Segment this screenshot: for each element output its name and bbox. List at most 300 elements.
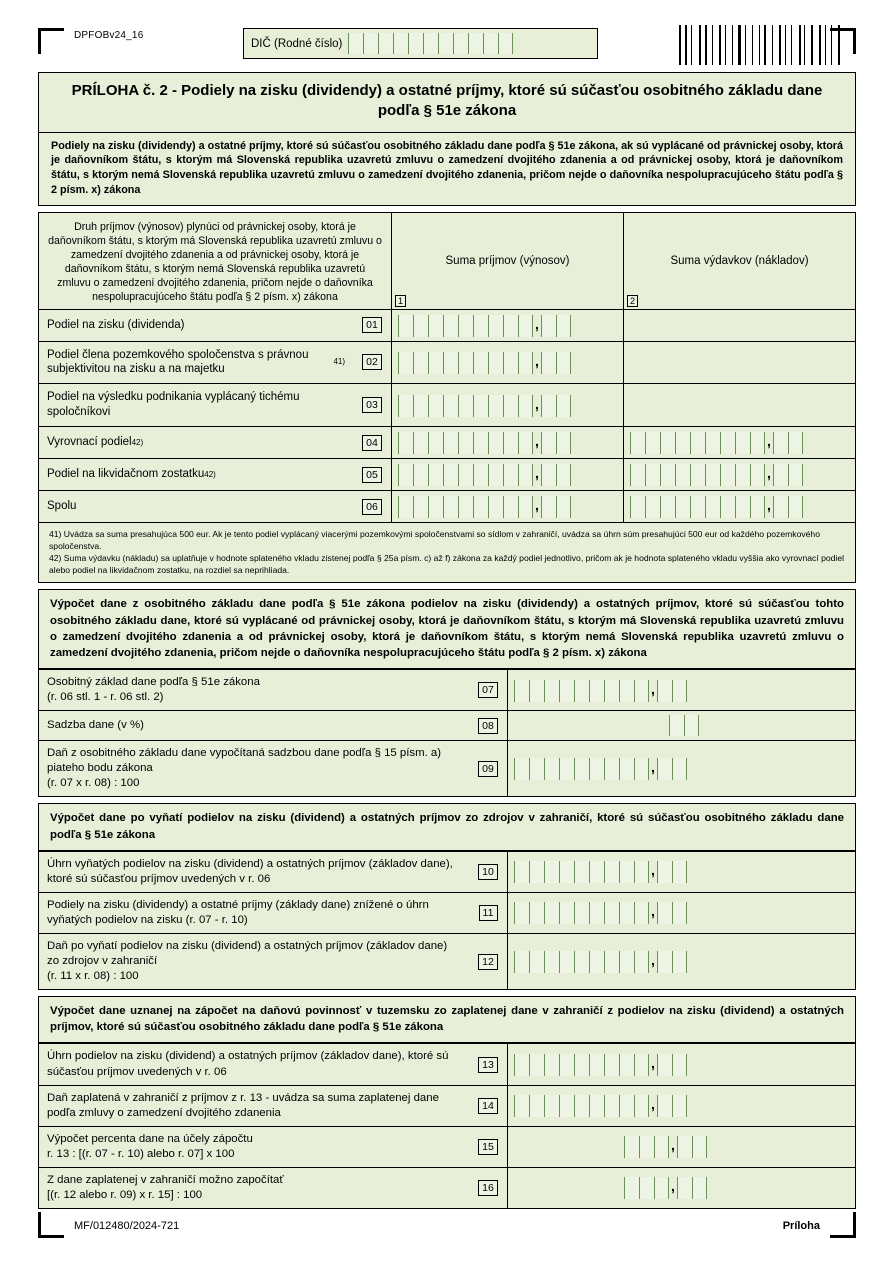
- percent-integer-cells[interactable]: [624, 1177, 669, 1198]
- input-cell[interactable]: [619, 680, 634, 702]
- input-cell[interactable]: [398, 464, 413, 486]
- input-cell[interactable]: [705, 432, 720, 454]
- row-label: Podiel na zisku (dividenda): [47, 318, 185, 331]
- input-cell[interactable]: [750, 432, 765, 454]
- value-field[interactable]: [507, 893, 855, 933]
- decimal-separator: ,: [671, 1137, 675, 1154]
- input-cell[interactable]: [634, 1095, 649, 1117]
- input-cell[interactable]: [619, 1054, 634, 1076]
- input-cell[interactable]: [654, 1136, 669, 1158]
- input-cell[interactable]: [488, 464, 503, 486]
- income-column-label: Suma príjmov (výnosov): [445, 254, 570, 267]
- decimal-separator: ,: [651, 759, 655, 776]
- input-cell[interactable]: [672, 758, 687, 780]
- input-cell[interactable]: [657, 861, 672, 883]
- input-cell[interactable]: [720, 464, 735, 486]
- input-cell[interactable]: [645, 464, 660, 486]
- input-cell[interactable]: [634, 951, 649, 973]
- value-field[interactable]: [507, 1086, 855, 1126]
- dic-cell[interactable]: [438, 33, 453, 54]
- value-integer-cells[interactable]: [514, 680, 649, 701]
- input-cell[interactable]: [514, 951, 529, 973]
- row-number-cell: [353, 491, 391, 522]
- input-cell[interactable]: [428, 395, 443, 417]
- input-cell[interactable]: [705, 464, 720, 486]
- value-integer-cells[interactable]: [514, 1095, 649, 1116]
- input-cell[interactable]: [720, 496, 735, 518]
- input-cell[interactable]: [458, 395, 473, 417]
- rate-cells[interactable]: [669, 715, 699, 736]
- value-decimal-cells[interactable]: [657, 1095, 687, 1116]
- column-number-1: 1: [395, 295, 406, 307]
- input-cell[interactable]: [559, 680, 574, 702]
- income-decimal-cells[interactable]: [541, 395, 571, 416]
- input-cell[interactable]: [518, 315, 533, 337]
- value-decimal-cells[interactable]: [657, 1054, 687, 1075]
- decimal-separator: ,: [671, 1178, 675, 1195]
- income-integer-cells[interactable]: [398, 464, 533, 485]
- input-cell[interactable]: [657, 758, 672, 780]
- value-decimal-cells[interactable]: [657, 902, 687, 923]
- input-cell[interactable]: [529, 951, 544, 973]
- input-cell[interactable]: [574, 1054, 589, 1076]
- input-cell[interactable]: [634, 1054, 649, 1076]
- input-cell[interactable]: [443, 395, 458, 417]
- input-cell[interactable]: [735, 496, 750, 518]
- row-label: Podiely na zisku (dividendy) a ostatné príjmy (základy dane) znížené o úhrn vyňatých podielov na zisku (r. 07 - r. 10): [47, 898, 429, 926]
- percent-decimal-cells[interactable]: [677, 1136, 707, 1157]
- input-cell[interactable]: [413, 352, 428, 374]
- input-cell[interactable]: [514, 861, 529, 883]
- input-cell[interactable]: [443, 464, 458, 486]
- value-integer-cells[interactable]: [514, 951, 649, 972]
- row-label: Daň po vyňatí podielov na zisku (dividend) a ostatných príjmov (základov dane) zo zdrojov v zahraničí (r. 11 x r. 08) : 100: [47, 939, 448, 983]
- input-cell[interactable]: [574, 758, 589, 780]
- input-cell[interactable]: [657, 1095, 672, 1117]
- income-integer-cells[interactable]: [398, 352, 533, 373]
- input-cell[interactable]: [559, 861, 574, 883]
- input-cell[interactable]: [443, 315, 458, 337]
- expense-decimal-cells[interactable]: [773, 432, 803, 453]
- input-cell[interactable]: [604, 861, 619, 883]
- input-cell[interactable]: [773, 432, 788, 454]
- row-number-cell: [469, 934, 507, 989]
- input-cell[interactable]: [619, 951, 634, 973]
- input-cell[interactable]: [645, 496, 660, 518]
- input-cell[interactable]: [589, 1095, 604, 1117]
- decimal-separator: ,: [535, 465, 539, 482]
- income-amount-field[interactable]: [391, 384, 623, 426]
- input-cell[interactable]: [657, 951, 672, 973]
- input-cell[interactable]: [458, 315, 473, 337]
- input-cell[interactable]: [503, 496, 518, 518]
- dic-input-cells[interactable]: [348, 33, 513, 54]
- input-cell[interactable]: [604, 1054, 619, 1076]
- input-cell[interactable]: [559, 902, 574, 924]
- row-number-cell: [353, 427, 391, 458]
- footnote-42: 42) Suma výdavku (nákladu) sa uplatňuje v hodnote splateného vkladu zistenej podľa § 25a písm. c) až f) zákona za každý podiel jednotlivo, pričom ak je hodnota splateného vkladu vyššia ako vyrovnací podiel alebo podiel na likvidačnom zostatku, na rozdiel sa neprihliada.: [49, 553, 845, 576]
- percent-decimal-cells[interactable]: [677, 1177, 707, 1198]
- dic-cell[interactable]: [393, 33, 408, 54]
- input-cell[interactable]: [690, 464, 705, 486]
- percent-integer-cells[interactable]: [624, 1136, 669, 1157]
- input-cell[interactable]: [675, 496, 690, 518]
- row-label: Daň zaplatená v zahraničí z príjmov z r. 13 - uvádza sa suma zaplatenej dane podľa zmluvy o zamedzení dvojitého zdanenia: [47, 1091, 439, 1119]
- input-cell[interactable]: [589, 758, 604, 780]
- row-number-cell: [469, 1168, 507, 1208]
- expense-decimal-cells[interactable]: [773, 496, 803, 517]
- input-cell[interactable]: [619, 861, 634, 883]
- input-cell[interactable]: [503, 395, 518, 417]
- input-cell[interactable]: [544, 1054, 559, 1076]
- value-integer-cells[interactable]: [514, 861, 649, 882]
- input-cell[interactable]: [518, 464, 533, 486]
- input-cell[interactable]: [514, 680, 529, 702]
- input-cell[interactable]: [518, 395, 533, 417]
- input-cell[interactable]: [619, 758, 634, 780]
- input-cell[interactable]: [544, 951, 559, 973]
- input-cell[interactable]: [473, 464, 488, 486]
- input-cell[interactable]: [529, 861, 544, 883]
- input-cell[interactable]: [514, 1054, 529, 1076]
- input-cell[interactable]: [788, 432, 803, 454]
- row-label: Úhrn podielov na zisku (dividend) a ostatných príjmov (základov dane), ktoré sú súčasťou príjmov uvedených v r. 06: [47, 1050, 449, 1078]
- value-field[interactable]: [507, 1127, 855, 1167]
- input-cell[interactable]: [398, 496, 413, 518]
- barcode: [679, 25, 844, 65]
- input-cell[interactable]: [428, 432, 443, 454]
- expense-integer-cells[interactable]: [630, 432, 765, 453]
- input-cell[interactable]: [559, 1054, 574, 1076]
- input-cell[interactable]: [458, 496, 473, 518]
- input-cell[interactable]: [675, 432, 690, 454]
- input-cell[interactable]: [634, 861, 649, 883]
- input-cell[interactable]: [750, 464, 765, 486]
- input-cell[interactable]: [413, 395, 428, 417]
- expense-amount-field[interactable]: [623, 459, 855, 490]
- input-cell[interactable]: [639, 1177, 654, 1199]
- income-decimal-cells[interactable]: [541, 464, 571, 485]
- input-cell[interactable]: [589, 680, 604, 702]
- expense-decimal-cells[interactable]: [773, 464, 803, 485]
- input-cell[interactable]: [630, 432, 645, 454]
- input-cell[interactable]: [589, 902, 604, 924]
- input-cell[interactable]: [428, 352, 443, 374]
- row-label: Z dane zaplatenej v zahraničí možno započítať [(r. 12 alebo r. 09) x r. 15] : 100: [47, 1173, 284, 1201]
- input-cell[interactable]: [660, 432, 675, 454]
- input-cell[interactable]: [639, 1136, 654, 1158]
- input-cell[interactable]: [624, 1177, 639, 1199]
- input-cell[interactable]: [541, 464, 556, 486]
- input-cell[interactable]: [473, 395, 488, 417]
- input-cell[interactable]: [398, 395, 413, 417]
- row-label: Daň z osobitného základu dane vypočítaná sadzbou dane podľa § 15 písm. a) piateho bodu zákona (r. 07 x r. 08) : 100: [47, 747, 442, 790]
- input-cell[interactable]: [556, 432, 571, 454]
- input-cell[interactable]: [660, 464, 675, 486]
- input-cell[interactable]: [630, 464, 645, 486]
- input-cell[interactable]: [634, 758, 649, 780]
- expense-amount-field[interactable]: [623, 491, 855, 522]
- input-cell[interactable]: [672, 951, 687, 973]
- input-cell[interactable]: [604, 680, 619, 702]
- input-cell[interactable]: [529, 1095, 544, 1117]
- row-number-cell: [469, 711, 507, 740]
- input-cell[interactable]: [518, 352, 533, 374]
- row-number-09: 09: [478, 761, 498, 777]
- income-integer-cells[interactable]: [398, 395, 533, 416]
- input-cell[interactable]: [529, 1054, 544, 1076]
- input-cell[interactable]: [556, 464, 571, 486]
- input-cell[interactable]: [556, 395, 571, 417]
- input-cell[interactable]: [398, 432, 413, 454]
- input-cell[interactable]: [443, 496, 458, 518]
- input-cell[interactable]: [544, 1095, 559, 1117]
- input-cell[interactable]: [398, 315, 413, 337]
- input-cell[interactable]: [574, 680, 589, 702]
- input-cell[interactable]: [773, 496, 788, 518]
- input-cell[interactable]: [544, 861, 559, 883]
- input-cell[interactable]: [677, 1136, 692, 1158]
- income-integer-cells[interactable]: [398, 432, 533, 453]
- input-cell[interactable]: [473, 315, 488, 337]
- dic-cell[interactable]: [453, 33, 468, 54]
- input-cell[interactable]: [773, 464, 788, 486]
- input-cell[interactable]: [619, 902, 634, 924]
- input-cell[interactable]: [556, 496, 571, 518]
- income-integer-cells[interactable]: [398, 496, 533, 517]
- column-number-2: 2: [627, 295, 638, 307]
- input-cell[interactable]: [541, 395, 556, 417]
- dic-cell[interactable]: [408, 33, 423, 54]
- input-cell[interactable]: [672, 1054, 687, 1076]
- section-exemption: [38, 803, 856, 990]
- decimal-separator: ,: [651, 952, 655, 969]
- input-cell[interactable]: [589, 861, 604, 883]
- input-cell[interactable]: [657, 1054, 672, 1076]
- input-cell[interactable]: [669, 715, 684, 736]
- input-cell[interactable]: [589, 951, 604, 973]
- input-cell[interactable]: [529, 680, 544, 702]
- input-cell[interactable]: [589, 1054, 604, 1076]
- input-cell[interactable]: [720, 432, 735, 454]
- value-decimal-cells[interactable]: [657, 951, 687, 972]
- input-cell[interactable]: [443, 432, 458, 454]
- input-cell[interactable]: [604, 902, 619, 924]
- input-cell[interactable]: [488, 352, 503, 374]
- input-cell[interactable]: [604, 758, 619, 780]
- input-cell[interactable]: [735, 432, 750, 454]
- input-cell[interactable]: [657, 902, 672, 924]
- input-cell[interactable]: [705, 496, 720, 518]
- expense-integer-cells[interactable]: [630, 464, 765, 485]
- input-cell[interactable]: [458, 432, 473, 454]
- table-row: [39, 490, 855, 522]
- input-cell[interactable]: [630, 496, 645, 518]
- dic-cell[interactable]: [498, 33, 513, 54]
- input-cell[interactable]: [657, 680, 672, 702]
- input-cell[interactable]: [541, 315, 556, 337]
- income-decimal-cells[interactable]: [541, 496, 571, 517]
- input-cell[interactable]: [735, 464, 750, 486]
- input-cell[interactable]: [619, 1095, 634, 1117]
- input-cell[interactable]: [518, 432, 533, 454]
- income-amount-field[interactable]: [391, 491, 623, 522]
- page-title: PRÍLOHA č. 2 - Podiely na zisku (dividendy) a ostatné príjmy, ktoré sú súčasťou osobitného základu dane podľa § 51e zákona: [38, 72, 856, 133]
- section-exemption-heading: Výpočet dane po vyňatí podielov na zisku (dividend) a ostatných príjmov zo zdrojov v zahraničí, ktoré sú súčasťou osobitného základu dane podľa § 51e zákona: [39, 804, 855, 850]
- value-decimal-cells[interactable]: [657, 758, 687, 779]
- dic-cell[interactable]: [363, 33, 378, 54]
- input-cell[interactable]: [750, 496, 765, 518]
- input-cell[interactable]: [645, 432, 660, 454]
- input-cell[interactable]: [690, 496, 705, 518]
- input-cell[interactable]: [788, 496, 803, 518]
- dic-cell[interactable]: [483, 33, 498, 54]
- input-cell[interactable]: [503, 464, 518, 486]
- input-cell[interactable]: [488, 432, 503, 454]
- input-cell[interactable]: [458, 464, 473, 486]
- input-cell[interactable]: [574, 861, 589, 883]
- row-number-16: 16: [478, 1180, 498, 1196]
- input-cell[interactable]: [529, 902, 544, 924]
- decimal-separator: ,: [651, 1055, 655, 1072]
- dic-cell[interactable]: [348, 33, 363, 54]
- input-cell[interactable]: [514, 1095, 529, 1117]
- input-cell[interactable]: [413, 496, 428, 518]
- input-cell[interactable]: [692, 1136, 707, 1158]
- input-cell[interactable]: [690, 432, 705, 454]
- input-cell[interactable]: [541, 432, 556, 454]
- input-cell[interactable]: [556, 315, 571, 337]
- value-field[interactable]: [507, 741, 855, 796]
- input-cell[interactable]: [503, 352, 518, 374]
- input-cell[interactable]: [634, 902, 649, 924]
- input-cell[interactable]: [675, 464, 690, 486]
- input-cell[interactable]: [692, 1177, 707, 1199]
- form-row: [39, 710, 855, 740]
- income-decimal-cells[interactable]: [541, 315, 571, 336]
- input-cell[interactable]: [413, 464, 428, 486]
- input-cell[interactable]: [559, 951, 574, 973]
- input-cell[interactable]: [672, 861, 687, 883]
- form-row: [39, 669, 855, 710]
- input-cell[interactable]: [503, 315, 518, 337]
- income-amount-field[interactable]: [391, 459, 623, 490]
- value-integer-cells[interactable]: [514, 1054, 649, 1075]
- input-cell[interactable]: [541, 496, 556, 518]
- input-cell[interactable]: [544, 902, 559, 924]
- section-tax-calculation-heading: Výpočet dane z osobitného základu dane podľa § 51e zákona podielov na zisku (dividendy) a ostatných príjmov, ktoré sú súčasťou tohto osobitného základu dane, ktoré sú vyplácané od právnickej osoby, ktorá je daňovníkom štátu, s ktorým má Slovenská republika uzavretú zmluvu o zamedzení dvojitého zdanenia a od právnickej osoby, ktorá je daňovníkom štátu, s ktorým nemá Slovenská republika uzavretú zmluvu o zamedzení dvojitého zdanenia, pričom nejde o daňovníka nespolupracujúceho štátu podľa § 2 písm. x) zákona: [39, 590, 855, 669]
- input-cell[interactable]: [624, 1136, 639, 1158]
- value-integer-cells[interactable]: [514, 902, 649, 923]
- decimal-separator: ,: [651, 862, 655, 879]
- input-cell[interactable]: [672, 1095, 687, 1117]
- decimal-separator: ,: [535, 315, 539, 332]
- value-field[interactable]: [507, 1044, 855, 1084]
- input-cell[interactable]: [672, 680, 687, 702]
- input-cell[interactable]: [684, 715, 699, 736]
- input-cell[interactable]: [473, 352, 488, 374]
- row-label: Podiel na výsledku podnikania vyplácaný tichému spoločníkovi: [47, 391, 300, 419]
- input-cell[interactable]: [654, 1177, 669, 1199]
- input-cell[interactable]: [574, 951, 589, 973]
- input-cell[interactable]: [428, 464, 443, 486]
- row-label: Sadzba dane (v %): [47, 719, 144, 732]
- input-cell[interactable]: [529, 758, 544, 780]
- income-decimal-cells[interactable]: [541, 432, 571, 453]
- row-number-cell: [469, 852, 507, 892]
- expense-integer-cells[interactable]: [630, 496, 765, 517]
- footer-label: Príloha: [782, 1220, 820, 1232]
- value-field[interactable]: [507, 670, 855, 710]
- value-field[interactable]: [507, 934, 855, 989]
- income-integer-cells[interactable]: [398, 315, 533, 336]
- income-amount-field[interactable]: [391, 342, 623, 384]
- input-cell[interactable]: [473, 432, 488, 454]
- input-cell[interactable]: [503, 432, 518, 454]
- dic-cell[interactable]: [468, 33, 483, 54]
- expense-amount-field[interactable]: [623, 427, 855, 458]
- input-cell[interactable]: [559, 1095, 574, 1117]
- income-table: [38, 212, 856, 583]
- input-cell[interactable]: [544, 758, 559, 780]
- income-decimal-cells[interactable]: [541, 352, 571, 373]
- input-cell[interactable]: [518, 496, 533, 518]
- value-field[interactable]: [507, 852, 855, 892]
- row-label: Podiel na likvidačnom zostatku 42): [47, 468, 216, 481]
- input-cell[interactable]: [413, 315, 428, 337]
- input-cell[interactable]: [488, 395, 503, 417]
- value-field[interactable]: [507, 711, 855, 740]
- value-decimal-cells[interactable]: [657, 861, 687, 882]
- row-number-12: 12: [478, 954, 498, 970]
- input-cell[interactable]: [443, 352, 458, 374]
- input-cell[interactable]: [660, 496, 675, 518]
- input-cell[interactable]: [672, 902, 687, 924]
- input-cell[interactable]: [458, 352, 473, 374]
- input-cell[interactable]: [428, 496, 443, 518]
- input-cell[interactable]: [488, 496, 503, 518]
- input-cell[interactable]: [428, 315, 443, 337]
- input-cell[interactable]: [634, 680, 649, 702]
- income-amount-field[interactable]: [391, 310, 623, 341]
- income-amount-field[interactable]: [391, 427, 623, 458]
- input-cell[interactable]: [544, 680, 559, 702]
- value-decimal-cells[interactable]: [657, 680, 687, 701]
- input-cell[interactable]: [604, 1095, 619, 1117]
- input-cell[interactable]: [574, 1095, 589, 1117]
- dic-cell[interactable]: [423, 33, 438, 54]
- dic-field-group[interactable]: [243, 28, 598, 59]
- value-field[interactable]: [507, 1168, 855, 1208]
- input-cell[interactable]: [559, 758, 574, 780]
- row-label: Osobitný základ dane podľa § 51e zákona (r. 06 stl. 1 - r. 06 stl. 2): [47, 676, 260, 704]
- dic-cell[interactable]: [378, 33, 393, 54]
- input-cell[interactable]: [574, 902, 589, 924]
- input-cell[interactable]: [488, 315, 503, 337]
- input-cell[interactable]: [473, 496, 488, 518]
- value-integer-cells[interactable]: [514, 758, 649, 779]
- row-number-cell: [353, 310, 391, 341]
- input-cell[interactable]: [413, 432, 428, 454]
- input-cell[interactable]: [514, 902, 529, 924]
- input-cell[interactable]: [514, 758, 529, 780]
- input-cell[interactable]: [604, 951, 619, 973]
- input-cell[interactable]: [677, 1177, 692, 1199]
- input-cell[interactable]: [398, 352, 413, 374]
- input-cell[interactable]: [556, 352, 571, 374]
- input-cell[interactable]: [788, 464, 803, 486]
- input-cell[interactable]: [541, 352, 556, 374]
